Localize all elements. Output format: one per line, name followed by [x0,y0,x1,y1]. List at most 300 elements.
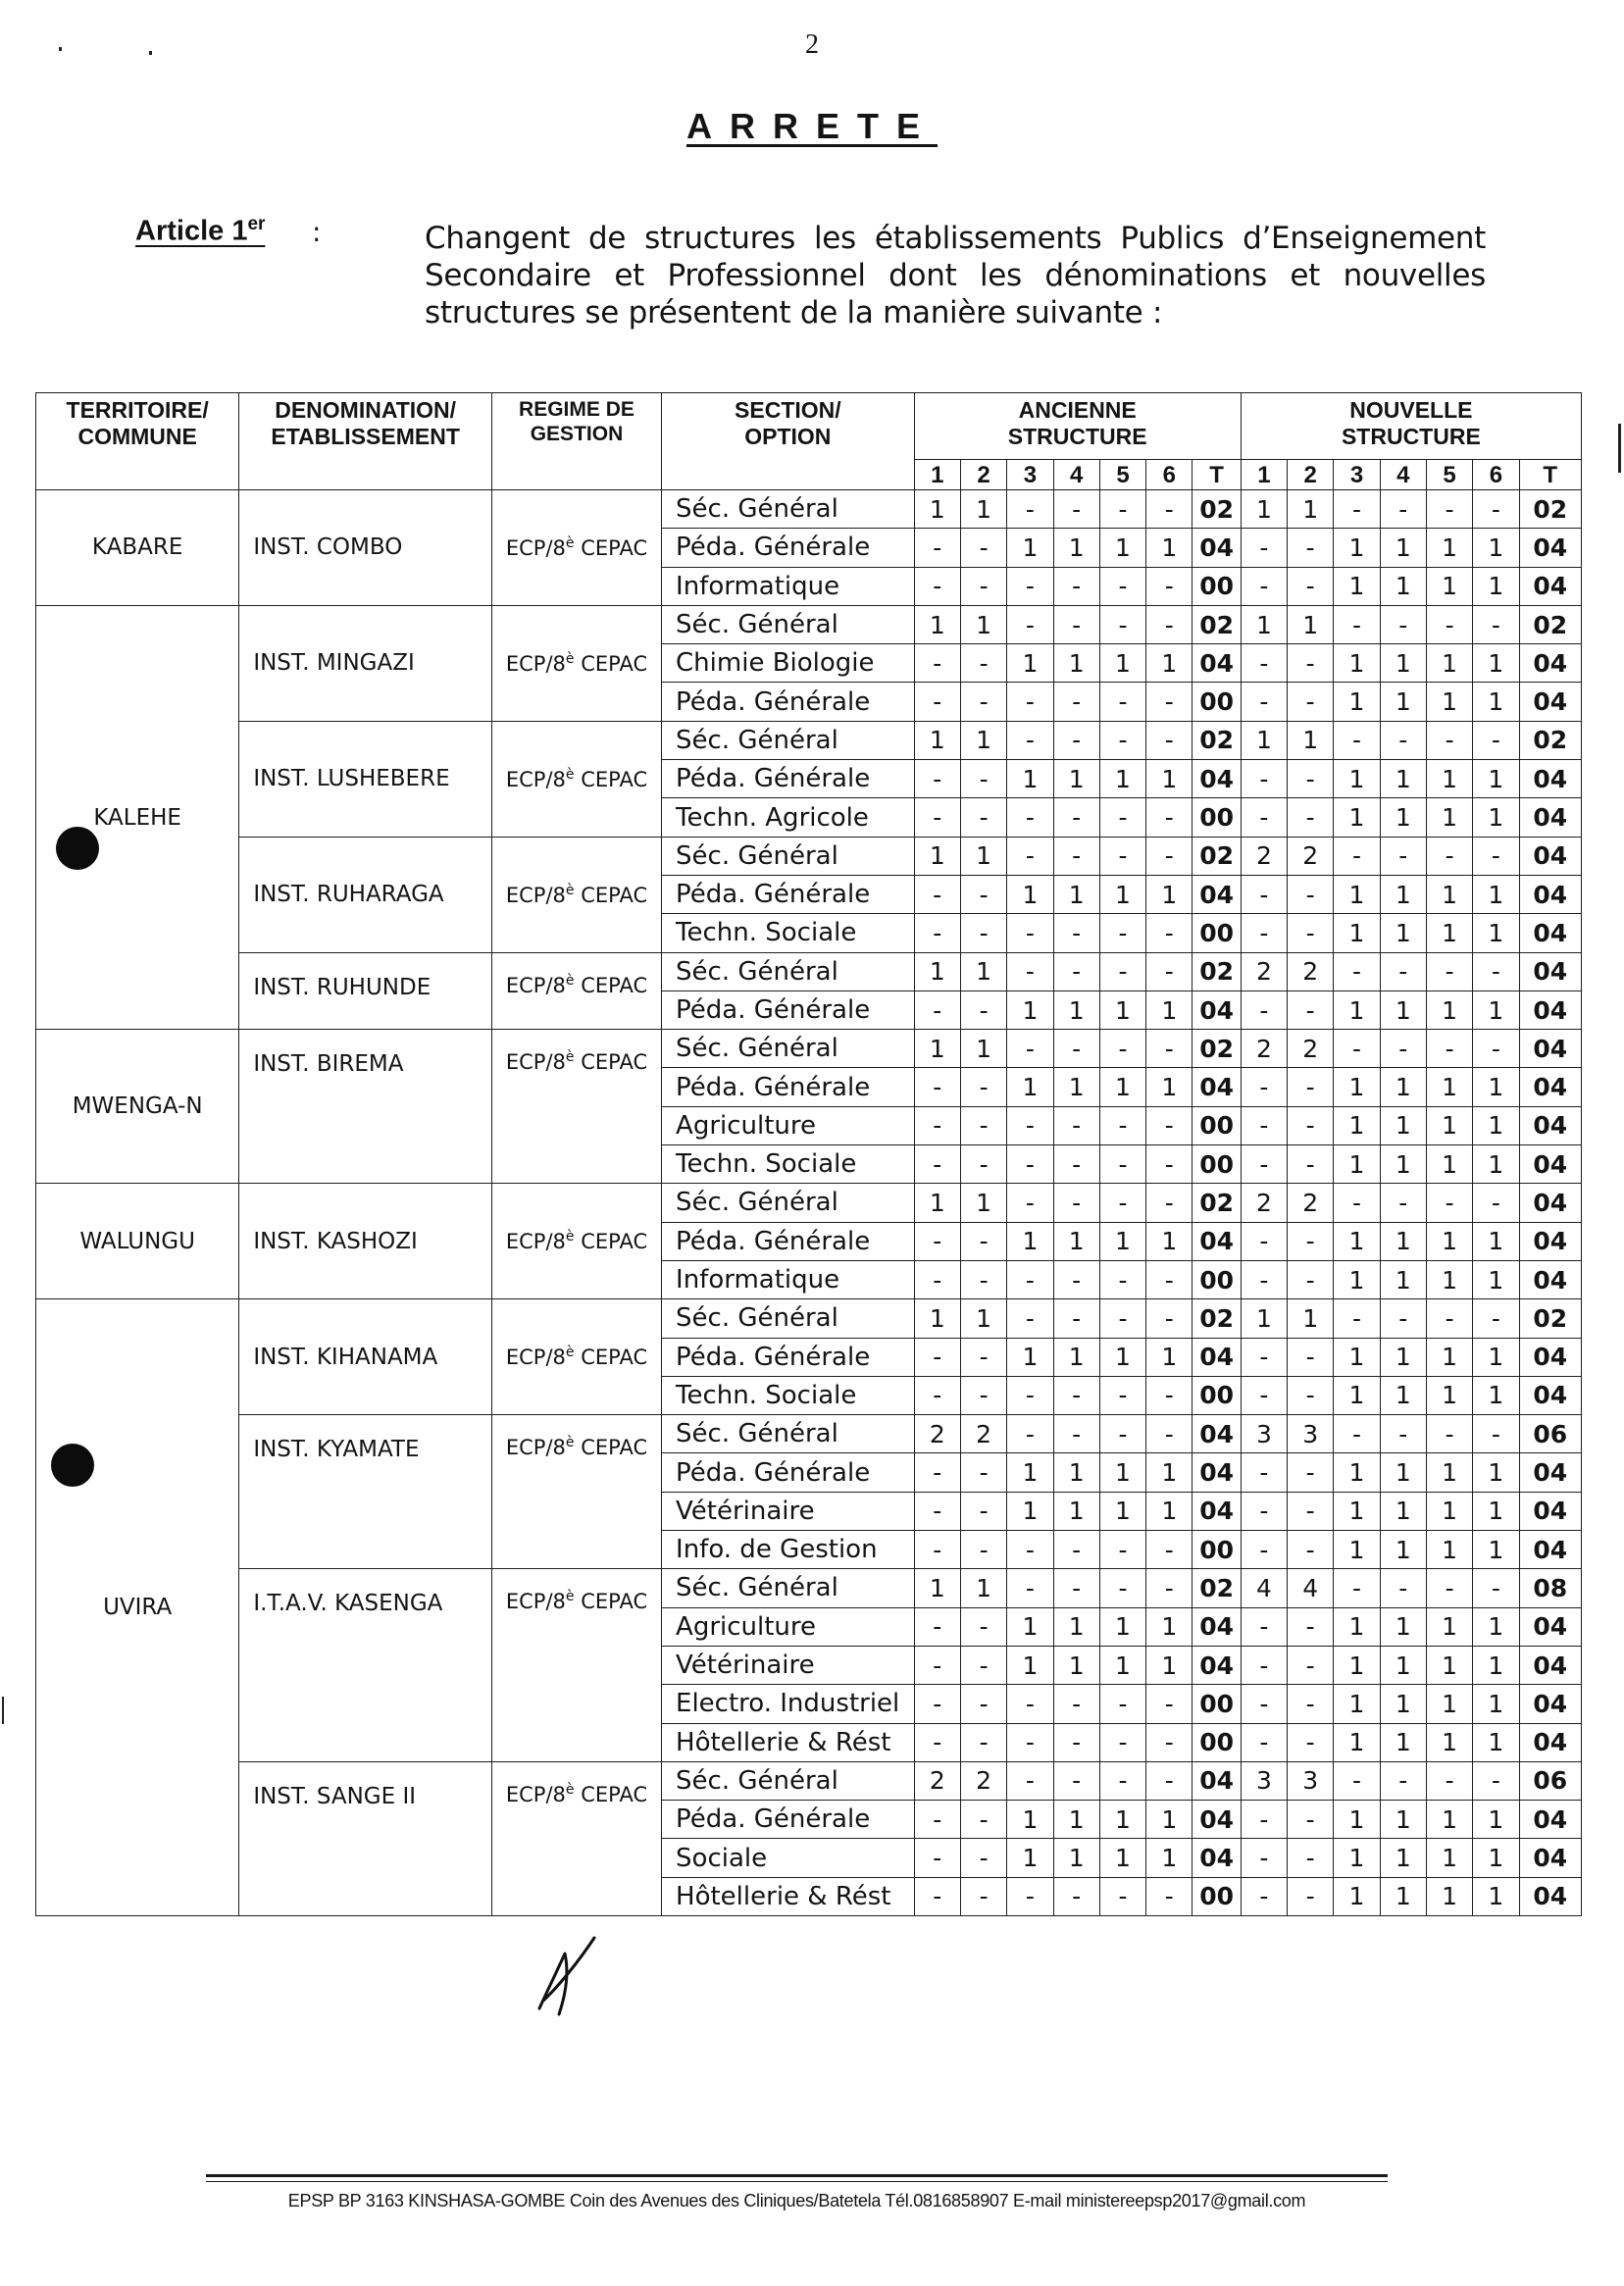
ancienne-grade-cell: 1 [1099,1839,1145,1877]
nouvelle-grade-cell: 1 [1426,914,1472,952]
regime-text: ECP/8 [505,1050,566,1075]
nouvelle-grade-cell: 1 [1288,1299,1334,1338]
ancienne-grade-cell: 1 [1053,1453,1099,1492]
nouvelle-total-cell: 04 [1519,914,1581,952]
regime-suffix: CEPAC [574,535,648,560]
nouvelle-grade-cell: - [1241,1106,1287,1144]
nouvelle-grade-cell: 1 [1473,991,1519,1029]
header-ancienne-structure: ANCIENNE STRUCTURE [914,393,1241,460]
ancienne-grade-cell: 1 [1007,1646,1053,1684]
option-cell: Séc. Général [662,1569,915,1607]
ancienne-grade-cell: 1 [1053,1801,1099,1839]
ancienne-grade-cell: - [914,1338,960,1376]
ancienne-grade-cell: - [1053,1415,1099,1453]
ancienne-grade-cell: 1 [1099,760,1145,798]
ancienne-grade-cell: - [914,683,960,721]
nouvelle-grade-cell: 1 [1380,644,1426,683]
ancienne-grade-cell: - [914,1685,960,1723]
ancienne-grade-cell: - [914,567,960,605]
ancienne-grade-cell: - [960,991,1006,1029]
nouvelle-total-cell: 04 [1519,683,1581,721]
option-cell: Hôtellerie & Rést [662,1723,915,1761]
nouvelle-grade-cell: 2 [1241,1030,1287,1068]
nouvelle-grade-cell: 2 [1241,952,1287,991]
ancienne-grade-cell: - [914,1607,960,1646]
nouvelle-grade-cell: 1 [1473,1453,1519,1492]
ancienne-grade-cell: 2 [960,1761,1006,1800]
ancienne-grade-cell: - [914,798,960,837]
document-title [0,106,1624,147]
ancienne-grade-cell: - [1053,605,1099,643]
table-row [36,490,1582,529]
option-cell: Techn. Sociale [662,1145,915,1184]
nouvelle-grade-cell: - [1241,1145,1287,1184]
ancienne-total-cell: 00 [1193,1106,1241,1144]
nouvelle-grade-cell: - [1380,721,1426,759]
option-cell: Sociale [662,1839,915,1877]
nouvelle-grade-cell: - [1288,1106,1334,1144]
header-nouvelle-grade-3: 3 [1334,460,1380,490]
nouvelle-grade-cell: 1 [1426,1801,1472,1839]
nouvelle-grade-cell: 1 [1426,1723,1472,1761]
regime-superscript: è [565,650,575,667]
nouvelle-grade-cell: - [1380,605,1426,643]
nouvelle-grade-cell: - [1241,1260,1287,1298]
scan-mark [1618,424,1621,473]
nouvelle-grade-cell: - [1380,1184,1426,1222]
nouvelle-grade-cell: - [1426,837,1472,875]
nouvelle-grade-cell: 1 [1380,1222,1426,1260]
nouvelle-grade-cell: 1 [1334,1376,1380,1414]
nouvelle-grade-cell: 1 [1380,1685,1426,1723]
ancienne-grade-cell: 1 [1007,1607,1053,1646]
header-nouvelle-total: T [1519,460,1581,490]
nouvelle-grade-cell: 1 [1426,1106,1472,1144]
nouvelle-grade-cell: - [1473,1569,1519,1607]
ancienne-grade-cell: - [960,1222,1006,1260]
nouvelle-grade-cell: - [1241,1723,1287,1761]
nouvelle-grade-cell: - [1334,1030,1380,1068]
ancienne-grade-cell: - [1146,1569,1193,1607]
ancienne-grade-cell: 1 [914,1569,960,1607]
ancienne-grade-cell: - [914,1068,960,1106]
ancienne-total-cell: 00 [1193,567,1241,605]
nouvelle-grade-cell: - [1288,644,1334,683]
ancienne-grade-cell: - [960,1607,1006,1646]
ancienne-total-cell: 04 [1193,1607,1241,1646]
ancienne-total-cell: 02 [1193,952,1241,991]
nouvelle-grade-cell: 1 [1426,1068,1472,1106]
ancienne-grade-cell: - [1099,1723,1145,1761]
ancienne-grade-cell: - [914,1723,960,1761]
ancienne-total-cell: 04 [1193,1338,1241,1376]
nouvelle-total-cell: 04 [1519,1839,1581,1877]
nouvelle-grade-cell: 1 [1426,1222,1472,1260]
ancienne-grade-cell: - [1146,490,1193,529]
nouvelle-grade-cell: 4 [1241,1569,1287,1607]
establishment-cell: INST. KYAMATE [239,1415,492,1569]
ancienne-grade-cell: - [1053,1030,1099,1068]
nouvelle-grade-cell: 1 [1380,683,1426,721]
nouvelle-grade-cell: - [1288,1877,1334,1915]
nouvelle-total-cell: 04 [1519,1453,1581,1492]
nouvelle-grade-cell: 1 [1288,490,1334,529]
nouvelle-total-cell: 06 [1519,1761,1581,1800]
ancienne-grade-cell: - [1099,1877,1145,1915]
nouvelle-grade-cell: - [1426,952,1472,991]
ancienne-grade-cell: - [914,1453,960,1492]
ancienne-grade-cell: - [1099,1030,1145,1068]
header-nouvelle-grade-6: 6 [1473,460,1519,490]
option-cell: Séc. Général [662,1415,915,1453]
nouvelle-grade-cell: 1 [1426,1376,1472,1414]
nouvelle-total-cell: 04 [1519,1222,1581,1260]
nouvelle-grade-cell: - [1288,1531,1334,1569]
ancienne-grade-cell: 1 [1099,1607,1145,1646]
nouvelle-grade-cell: - [1380,952,1426,991]
ancienne-grade-cell: - [1146,1415,1193,1453]
nouvelle-grade-cell: 1 [1241,605,1287,643]
ancienne-grade-cell: - [1007,1299,1053,1338]
nouvelle-grade-cell: - [1241,1492,1287,1530]
nouvelle-total-cell: 04 [1519,529,1581,567]
ancienne-grade-cell: - [960,567,1006,605]
nouvelle-total-cell: 04 [1519,644,1581,683]
territory-cell: MWENGA-N [36,1030,239,1184]
ancienne-grade-cell: - [960,1453,1006,1492]
nouvelle-grade-cell: - [1334,952,1380,991]
ancienne-grade-cell: - [1053,721,1099,759]
ancienne-grade-cell: - [1146,837,1193,875]
ancienne-grade-cell: - [1053,952,1099,991]
ancienne-grade-cell: - [1053,1260,1099,1298]
ancienne-grade-cell: - [1099,837,1145,875]
nouvelle-total-cell: 04 [1519,837,1581,875]
ancienne-grade-cell: - [1146,1145,1193,1184]
nouvelle-grade-cell: 1 [1473,644,1519,683]
ancienne-total-cell: 04 [1193,1492,1241,1530]
footer-rule [206,2174,1388,2177]
nouvelle-grade-cell: 1 [1380,1376,1426,1414]
ancienne-total-cell: 02 [1193,721,1241,759]
ancienne-grade-cell: - [1007,1106,1053,1144]
nouvelle-grade-cell: - [1288,1338,1334,1376]
ancienne-grade-cell: - [1053,1299,1099,1338]
ancienne-grade-cell: - [914,1877,960,1915]
footer-rule-thin [206,2181,1388,2182]
ancienne-grade-cell: - [1053,1761,1099,1800]
nouvelle-grade-cell: 2 [1288,1184,1334,1222]
nouvelle-grade-cell: 1 [1473,1260,1519,1298]
ancienne-grade-cell: 1 [1007,760,1053,798]
nouvelle-grade-cell: 1 [1426,1607,1472,1646]
ancienne-grade-cell: - [1053,1376,1099,1414]
nouvelle-grade-cell: - [1380,1569,1426,1607]
nouvelle-grade-cell: - [1288,1145,1334,1184]
ancienne-grade-cell: - [914,1376,960,1414]
option-cell: Péda. Générale [662,991,915,1029]
nouvelle-grade-cell: - [1241,1376,1287,1414]
nouvelle-grade-cell: - [1380,1299,1426,1338]
nouvelle-grade-cell: - [1334,605,1380,643]
ancienne-total-cell: 04 [1193,1761,1241,1800]
regime-superscript: è [565,1435,575,1451]
nouvelle-grade-cell: 1 [1334,567,1380,605]
nouvelle-grade-cell: - [1241,1222,1287,1260]
ancienne-grade-cell: - [1007,567,1053,605]
nouvelle-grade-cell: 1 [1426,1338,1472,1376]
nouvelle-grade-cell: - [1380,1415,1426,1453]
nouvelle-total-cell: 06 [1519,1415,1581,1453]
regime-cell [491,837,661,952]
ancienne-grade-cell: - [960,1068,1006,1106]
nouvelle-total-cell: 04 [1519,1030,1581,1068]
ancienne-grade-cell: 1 [914,1184,960,1222]
header-ancienne-grade-2: 2 [960,460,1006,490]
option-cell: Informatique [662,1260,915,1298]
regime-superscript: è [565,1049,575,1066]
header-ancienne-grade-3: 3 [1007,460,1053,490]
nouvelle-grade-cell: 1 [1334,1607,1380,1646]
nouvelle-grade-cell: - [1288,567,1334,605]
option-cell: Informatique [662,567,915,605]
nouvelle-grade-cell: 1 [1473,1839,1519,1877]
regime-cell [491,721,661,837]
ancienne-grade-cell: - [960,1723,1006,1761]
nouvelle-grade-cell: 3 [1288,1761,1334,1800]
nouvelle-grade-cell: - [1426,721,1472,759]
nouvelle-grade-cell: - [1241,683,1287,721]
nouvelle-grade-cell: 1 [1334,1801,1380,1839]
regime-superscript: è [565,1345,575,1361]
nouvelle-grade-cell: 1 [1380,1145,1426,1184]
ancienne-grade-cell: - [1099,567,1145,605]
ancienne-grade-cell: - [1007,1415,1053,1453]
table-row [36,721,1582,759]
nouvelle-grade-cell: 1 [1241,721,1287,759]
option-cell: Techn. Sociale [662,914,915,952]
territory-cell: WALUNGU [36,1184,239,1299]
ancienne-grade-cell: - [960,1531,1006,1569]
nouvelle-grade-cell: 1 [1473,567,1519,605]
nouvelle-grade-cell: - [1288,683,1334,721]
table-body [36,490,1582,1916]
regime-suffix: CEPAC [574,1782,648,1806]
ancienne-grade-cell: 1 [1146,1646,1193,1684]
nouvelle-grade-cell: 1 [1473,1068,1519,1106]
nouvelle-grade-cell: 1 [1426,1531,1472,1569]
nouvelle-grade-cell: - [1288,1685,1334,1723]
nouvelle-grade-cell: 1 [1334,991,1380,1029]
article-text: Changent de structures les établissements Publics d’Enseignement Secondaire et Professionnel dont les dénominations et nouvelles structures se présentent de la manière suivante : [425,221,1486,330]
nouvelle-grade-cell: - [1288,1453,1334,1492]
nouvelle-total-cell: 04 [1519,1145,1581,1184]
nouvelle-grade-cell: 1 [1473,1607,1519,1646]
regime-suffix: CEPAC [574,1346,648,1370]
header-ancienne-grade-1: 1 [914,460,960,490]
nouvelle-grade-cell: 1 [1334,1453,1380,1492]
nouvelle-grade-cell: - [1288,1839,1334,1877]
option-cell: Péda. Générale [662,875,915,913]
ancienne-grade-cell: 1 [1053,1646,1099,1684]
nouvelle-grade-cell: 1 [1334,683,1380,721]
establishment-cell: INST. RUHUNDE [239,952,492,1030]
ancienne-grade-cell: 1 [1053,1492,1099,1530]
ancienne-grade-cell: 1 [1146,1453,1193,1492]
ancienne-grade-cell: - [1007,721,1053,759]
nouvelle-grade-cell: 1 [1334,1260,1380,1298]
nouvelle-grade-cell: 1 [1380,760,1426,798]
nouvelle-grade-cell: 1 [1334,1531,1380,1569]
article-label-superscript: er [247,214,266,234]
option-cell: Info. de Gestion [662,1531,915,1569]
nouvelle-grade-cell: 1 [1426,1145,1472,1184]
nouvelle-grade-cell: - [1288,991,1334,1029]
ancienne-grade-cell: - [1099,1260,1145,1298]
ancienne-grade-cell: - [914,760,960,798]
nouvelle-grade-cell: 1 [1334,1877,1380,1915]
nouvelle-grade-cell: - [1241,1607,1287,1646]
ancienne-grade-cell: 1 [1146,1338,1193,1376]
nouvelle-grade-cell: - [1473,1299,1519,1338]
header-nouvelle-grade-1: 1 [1241,460,1287,490]
nouvelle-total-cell: 04 [1519,760,1581,798]
nouvelle-grade-cell: - [1473,952,1519,991]
regime-superscript: è [565,766,575,783]
ancienne-grade-cell: - [1053,914,1099,952]
ancienne-grade-cell: 1 [1007,1839,1053,1877]
ancienne-grade-cell: - [1007,837,1053,875]
nouvelle-grade-cell: - [1426,1569,1472,1607]
ancienne-grade-cell: 1 [1099,1453,1145,1492]
ancienne-grade-cell: - [1099,683,1145,721]
nouvelle-grade-cell: - [1288,1607,1334,1646]
ancienne-total-cell: 04 [1193,644,1241,683]
regime-suffix: CEPAC [574,1230,648,1254]
ancienne-grade-cell: - [1053,837,1099,875]
ancienne-grade-cell: 1 [1146,760,1193,798]
ancienne-grade-cell: 1 [1099,1068,1145,1106]
nouvelle-grade-cell: 1 [1334,1106,1380,1144]
regime-suffix: CEPAC [574,973,648,997]
nouvelle-grade-cell: 1 [1473,1376,1519,1414]
ancienne-grade-cell: 1 [960,721,1006,759]
option-cell: Séc. Général [662,1299,915,1338]
nouvelle-grade-cell: 1 [1334,1685,1380,1723]
ancienne-grade-cell: - [1007,605,1053,643]
ancienne-grade-cell: - [1099,914,1145,952]
ancienne-grade-cell: 2 [914,1415,960,1453]
ancienne-grade-cell: - [1053,1877,1099,1915]
ancienne-grade-cell: 1 [1099,1801,1145,1839]
ancienne-grade-cell: - [1146,1030,1193,1068]
option-cell: Séc. Général [662,490,915,529]
nouvelle-grade-cell: - [1426,1184,1472,1222]
option-cell: Séc. Général [662,1030,915,1068]
table-row [36,1569,1582,1607]
ancienne-grade-cell: - [914,1222,960,1260]
regime-cell [491,605,661,721]
ancienne-total-cell: 04 [1193,1415,1241,1453]
ancienne-grade-cell: - [960,683,1006,721]
ancienne-grade-cell: 1 [960,1299,1006,1338]
ancienne-grade-cell: - [1007,1723,1053,1761]
nouvelle-grade-cell: - [1241,875,1287,913]
establishment-cell: INST. LUSHEBERE [239,721,492,837]
header-regime: REGIME DE GESTION [491,393,661,490]
nouvelle-grade-cell: 2 [1241,1184,1287,1222]
ancienne-grade-cell: - [914,991,960,1029]
nouvelle-grade-cell: 1 [1334,1145,1380,1184]
nouvelle-grade-cell: 1 [1334,644,1380,683]
table-row [36,1184,1582,1222]
nouvelle-total-cell: 04 [1519,1877,1581,1915]
nouvelle-grade-cell: - [1380,490,1426,529]
table-row [36,837,1582,875]
nouvelle-grade-cell: 1 [1426,644,1472,683]
ancienne-grade-cell: - [1007,1685,1053,1723]
ancienne-grade-cell: - [960,914,1006,952]
nouvelle-grade-cell: 1 [1334,529,1380,567]
ancienne-grade-cell: 1 [1146,644,1193,683]
ancienne-total-cell: 02 [1193,1030,1241,1068]
ancienne-grade-cell: - [1146,1376,1193,1414]
nouvelle-grade-cell: - [1288,760,1334,798]
nouvelle-grade-cell: - [1288,1801,1334,1839]
ancienne-grade-cell: - [914,875,960,913]
ancienne-grade-cell: - [960,1685,1006,1723]
nouvelle-grade-cell: - [1473,1761,1519,1800]
nouvelle-grade-cell: - [1288,529,1334,567]
ancienne-total-cell: 04 [1193,991,1241,1029]
ancienne-grade-cell: - [960,798,1006,837]
nouvelle-grade-cell: 1 [1380,529,1426,567]
nouvelle-grade-cell: 1 [1426,760,1472,798]
nouvelle-grade-cell: 1 [1426,798,1472,837]
ancienne-total-cell: 00 [1193,1260,1241,1298]
ancienne-grade-cell: 1 [914,605,960,643]
ancienne-grade-cell: - [960,1338,1006,1376]
nouvelle-grade-cell: - [1241,1646,1287,1684]
nouvelle-grade-cell: 1 [1334,760,1380,798]
nouvelle-grade-cell: 1 [1473,1145,1519,1184]
ancienne-grade-cell: - [1007,683,1053,721]
territory-cell: UVIRA [36,1299,239,1916]
ancienne-grade-cell: - [1146,721,1193,759]
nouvelle-grade-cell: - [1241,1453,1287,1492]
ancienne-grade-cell: - [1053,1723,1099,1761]
document-title-text: ARRETE [685,106,938,146]
ancienne-grade-cell: - [1146,1761,1193,1800]
ancienne-grade-cell: 1 [1146,991,1193,1029]
table-row [36,1299,1582,1338]
nouvelle-grade-cell: 1 [1426,683,1472,721]
nouvelle-grade-cell: 1 [1380,914,1426,952]
establishment-cell: INST. KIHANAMA [239,1299,492,1415]
ancienne-grade-cell: - [1053,1685,1099,1723]
ancienne-total-cell: 02 [1193,605,1241,643]
ancienne-grade-cell: 1 [960,490,1006,529]
regime-suffix: CEPAC [574,651,648,676]
nouvelle-grade-cell: - [1241,1801,1287,1839]
ancienne-grade-cell: - [960,1145,1006,1184]
ancienne-grade-cell: 1 [1007,1492,1053,1530]
ancienne-grade-cell: - [914,1106,960,1144]
ancienne-grade-cell: 1 [914,952,960,991]
nouvelle-grade-cell: - [1241,1068,1287,1106]
nouvelle-total-cell: 04 [1519,1801,1581,1839]
nouvelle-grade-cell: - [1288,1222,1334,1260]
